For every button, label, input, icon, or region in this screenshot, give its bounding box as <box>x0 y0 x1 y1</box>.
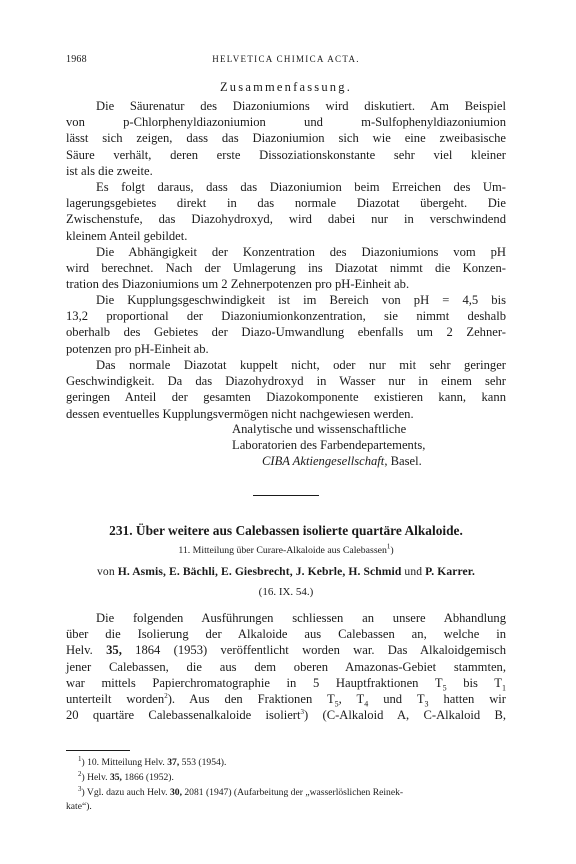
text-run: bis T <box>446 675 502 690</box>
text-line: tration des Diazoniumions um 2 Zehnerpotenzen pro pH-Einheit ab. <box>66 277 410 292</box>
footnote-mark: 2 <box>78 769 82 778</box>
footnote-divider <box>66 750 130 751</box>
subtitle-paren: ) <box>390 545 394 556</box>
text-run: war mittels Papierchromatographie in 5 Hauptfraktionen T <box>66 675 443 690</box>
footnote-text: 553 (1954). <box>181 757 227 768</box>
footnote-ref: 1 <box>386 542 391 551</box>
footnote-3 <box>78 784 404 798</box>
text-line: jener Calebassen, die aus dem oberen Amazonas-Gebiet stammten, <box>66 659 506 674</box>
volume-number: 35, <box>106 643 122 658</box>
author: J. Kebrle, <box>295 565 346 578</box>
author-list <box>66 565 506 578</box>
footnote-text: ) 10. Mitteilung Helv. <box>81 757 165 768</box>
subscript: 5 <box>442 683 447 693</box>
text-line: lässt sich zeigen, dass das Diazoniumion sich wie eine zweibasische <box>66 131 506 146</box>
affiliation-line-1: Analytische und wissenschaftliche <box>232 422 407 436</box>
text-line: wird berechnet. Nach der Umlagerung ins Diazotat nimmt die Konzen- <box>66 261 506 276</box>
text-line: Zwischenstufe, das Diazohydroxyd, wird dabei nur in verschwindend <box>66 212 506 227</box>
author-conjunction: und <box>404 565 423 578</box>
text-line <box>66 675 506 691</box>
footnote-ref: 2 <box>164 691 168 700</box>
summary-paragraph-1 <box>66 98 506 179</box>
subscript: 3 <box>424 699 429 709</box>
subtitle-text: 11. Mitteilung über Curare-Alkaloide aus Calebassen <box>178 545 387 556</box>
text-run: Helv. <box>66 643 93 658</box>
text-line: potenzen pro pH-Einheit ab. <box>66 341 209 356</box>
received-date: (16. IX. 54.) <box>258 586 314 598</box>
summary-paragraph-2 <box>66 179 506 244</box>
text-run: ) (C-Alkaloid A, C-Alkaloid B, <box>304 708 506 723</box>
text-run: und T <box>368 692 425 707</box>
footnote-1 <box>78 754 227 768</box>
author-prefix: von <box>97 565 115 578</box>
company-name: CIBA Aktiengesellschaft <box>262 454 385 468</box>
text-run: hatten wir <box>428 692 507 707</box>
affiliation-line-2: Laboratorien des Farbendepartements, <box>232 438 426 452</box>
volume-number: 35, <box>109 772 122 783</box>
city: , Basel. <box>384 454 422 468</box>
text-line <box>66 691 506 707</box>
author: H. Asmis, <box>117 565 166 578</box>
text-line: oberhalb des Gebietes der Diazo-Umwandlung ebenfalls um 2 Zehner- <box>66 325 506 340</box>
text-line: Das normale Diazotat kuppelt nicht, oder nur mit sehr geringer <box>96 358 506 372</box>
footnote-mark: 3 <box>78 784 82 793</box>
text-run: , T <box>338 692 365 707</box>
text-run: 1864 (1953) veröffentlicht worden war. Das Alkaloidgemisch <box>135 643 506 658</box>
text-line: Die folgenden Ausführungen schliessen an unsere Abhandlung <box>96 611 506 625</box>
page-number: 1968 <box>66 54 87 65</box>
text-line: dessen eventuelles Kupplungsvermögen nicht nachgewiesen werden. <box>66 406 414 421</box>
text-line <box>66 707 506 723</box>
text-line: Die Säurenatur des Diazoniumions wird diskutiert. Am Beispiel <box>96 99 506 113</box>
text-line <box>66 642 506 658</box>
text-line: über die Isolierung der Alkaloide aus Calebassen an, welche in <box>66 627 506 642</box>
footnote-2 <box>78 769 174 783</box>
text-run: ). Aus den Fraktionen T <box>167 692 335 707</box>
text-run: 20 quartäre Calebassenalkaloide isoliert <box>66 708 301 723</box>
summary-paragraph-3 <box>66 244 506 293</box>
journal-title: HELVETICA CHIMICA ACTA. <box>212 54 360 64</box>
subscript: 4 <box>364 699 369 709</box>
footnote-text: 1866 (1952). <box>124 772 174 783</box>
summary-heading: Zusammenfassung. <box>219 80 353 94</box>
footnote-text: 2081 (1947) (Aufarbeitung der „wasserlöslichen Reinek- <box>184 787 404 798</box>
text-line: Säure verhält, deren erste Dissoziationskonstante sehr viel kleiner <box>66 147 506 162</box>
footnote-text: ) Vgl. dazu auch Helv. <box>81 787 168 798</box>
text-line: von p-Chlorphenyldiazoniumion und m-Sulfophenyldiazoniumion <box>66 115 506 130</box>
text-line: geringen Anteil der gesamten Diazokomponente existieren kann, kann <box>66 390 506 405</box>
subscript: 5 <box>334 699 339 709</box>
affiliation-line-3 <box>262 454 422 469</box>
subscript: 1 <box>502 683 506 693</box>
author: H. Schmid <box>348 565 402 578</box>
footnote-mark: 1 <box>78 754 82 763</box>
text-line: Die Kupplungsgeschwindigkeit ist im Bereich von pH = 4,5 bis <box>96 293 506 307</box>
volume-number: 30, <box>169 787 182 798</box>
footnote-3-continuation: kate“). <box>66 801 92 812</box>
text-line: ist als die zweite. <box>66 163 153 178</box>
section-divider <box>253 495 319 496</box>
text-line: 13,2 proportional der Diazoniumionkonzentration, sie nimmt deshalb <box>66 309 506 324</box>
article-title: 231. Über weitere aus Calebassen isolierte quartäre Alkaloide. <box>109 523 463 538</box>
summary-paragraph-5 <box>66 357 506 422</box>
article-subtitle <box>66 542 506 556</box>
author: E. Bächli, <box>168 565 218 578</box>
page-header <box>66 54 506 68</box>
text-line: Es folgt daraus, dass das Diazoniumion beim Erreichen des Um- <box>96 180 506 194</box>
author: P. Karrer. <box>425 565 475 578</box>
footnote-text: ) Helv. <box>81 772 108 783</box>
volume-number: 37, <box>167 757 180 768</box>
text-line: lagerungsgebietes direkt in das normale Diazotat übergeht. Die <box>66 196 506 211</box>
text-line: kleinem Anteil gebildet. <box>66 228 188 243</box>
article-body <box>66 610 506 723</box>
summary-paragraph-4 <box>66 292 506 357</box>
text-line: Geschwindigkeit. Da das Diazohydroxyd in Wasser nur in einem sehr <box>66 374 506 389</box>
footnote-ref: 3 <box>300 708 305 717</box>
text-line: Die Abhängigkeit der Konzentration des Diazoniumions vom pH <box>96 245 506 259</box>
author: E. Giesbrecht, <box>220 565 293 578</box>
text-run: unterteilt worden <box>66 692 165 707</box>
